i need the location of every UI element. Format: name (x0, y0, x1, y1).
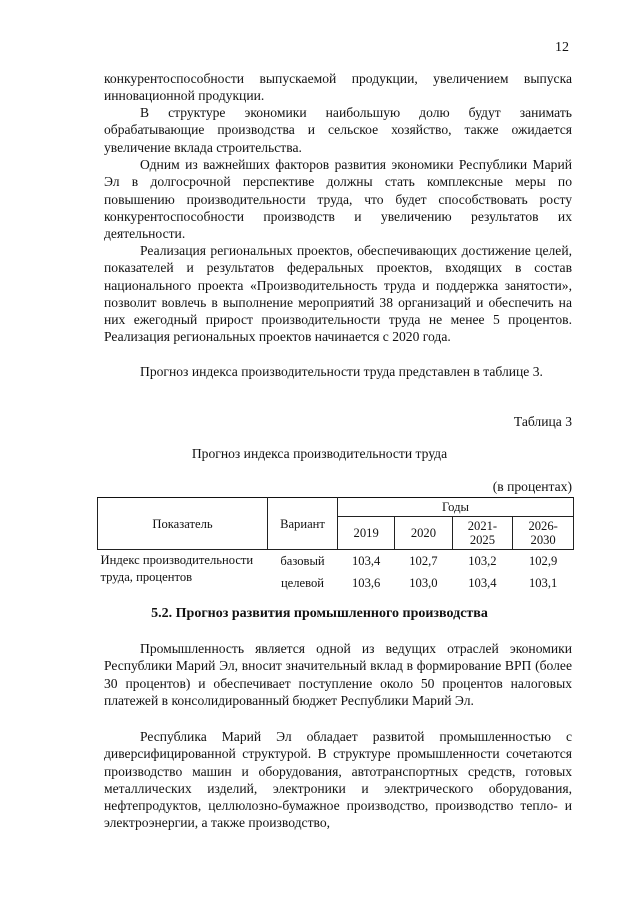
value-cell: 103,4 (351, 554, 381, 568)
forecast-table (97, 497, 574, 594)
table-unit: (в процентах) (492, 479, 572, 494)
value-cell: 102,9 (528, 554, 558, 568)
paragraph: Прогноз индекса производительности труда представлен в таблице 3. (140, 364, 543, 379)
paragraph: конкурентоспособности выпускаемой продукции, увеличением выпуска инновационной продукции. (104, 71, 572, 104)
value-cell: 103,1 (528, 576, 558, 590)
header-variant: Вариант (268, 498, 338, 550)
paragraph: Одним из важнейших факторов развития экономики Республики Марий Эл в долгосрочной перспективе должны стать комплексные меры по повышению производительности труда, что будет способствовать росту конкурентоспособности производств и увеличению результатов их деятельности. (104, 157, 572, 242)
table-title: Прогноз индекса производительности труда (191, 446, 448, 461)
table-label: Таблица 3 (513, 414, 572, 429)
indicator-cell: Индекс производительности труда, процентов (100, 553, 254, 584)
header-year: 2021- 2025 (452, 517, 513, 550)
header-year: 2026- 2030 (513, 517, 574, 550)
value-cell: 102,7 (409, 554, 438, 568)
value-cell: 103,4 (468, 576, 497, 590)
value-cell: 103,2 (468, 554, 497, 568)
paragraph: Реализация региональных проектов, обеспечивающих достижение целей, показателей и результатов федеральных проектов, входящих в состав национального проекта «Производительность труда и поддержка занятости», позволит вовлечь в выполнение мероприятий 38 организаций и обеспечить на них ежегодный прирост производительности труда не менее 5 процентов. Реализация региональных проектов начинается с 2020 года. (104, 243, 572, 345)
table-row (98, 550, 574, 573)
paragraph: В структуре экономики наибольшую долю будут занимать обрабатывающие производства и сельское хозяйство, также ожидается увеличение вклада строительства. (104, 105, 572, 155)
page-number: 12 (555, 40, 569, 55)
paragraph: Республика Марий Эл обладает развитой промышленностью с диверсифицированной структурой. В структуре промышленности сочетаются производство машин и оборудования, автотранспортных средств, готовых металлических изделий, электроники и электрического оборудования, нефтепродуктов, целлюлозно-бумажное производство, производство тепло- и электроэнергии, а также производство, (104, 729, 572, 831)
variant-cell: целевой (280, 576, 325, 590)
value-cell: 103,0 (409, 576, 438, 590)
header-indicator: Показатель (98, 498, 268, 550)
header-year: 2019 (338, 517, 395, 550)
header-year: 2020 (395, 517, 452, 550)
section-heading: 5.2. Прогноз развития промышленного производства (151, 606, 488, 621)
value-cell: 103,6 (351, 576, 381, 590)
header-years: Годы (338, 498, 574, 517)
variant-cell: базовый (280, 554, 325, 568)
paragraph: Промышленность является одной из ведущих отраслей экономики Республики Марий Эл, вносит значительный вклад в формирование ВРП (более 30 процентов) и обеспечивает поступление около 50 процентов налоговых платежей в консолидированный бюджет Республики Марий Эл. (104, 641, 572, 708)
